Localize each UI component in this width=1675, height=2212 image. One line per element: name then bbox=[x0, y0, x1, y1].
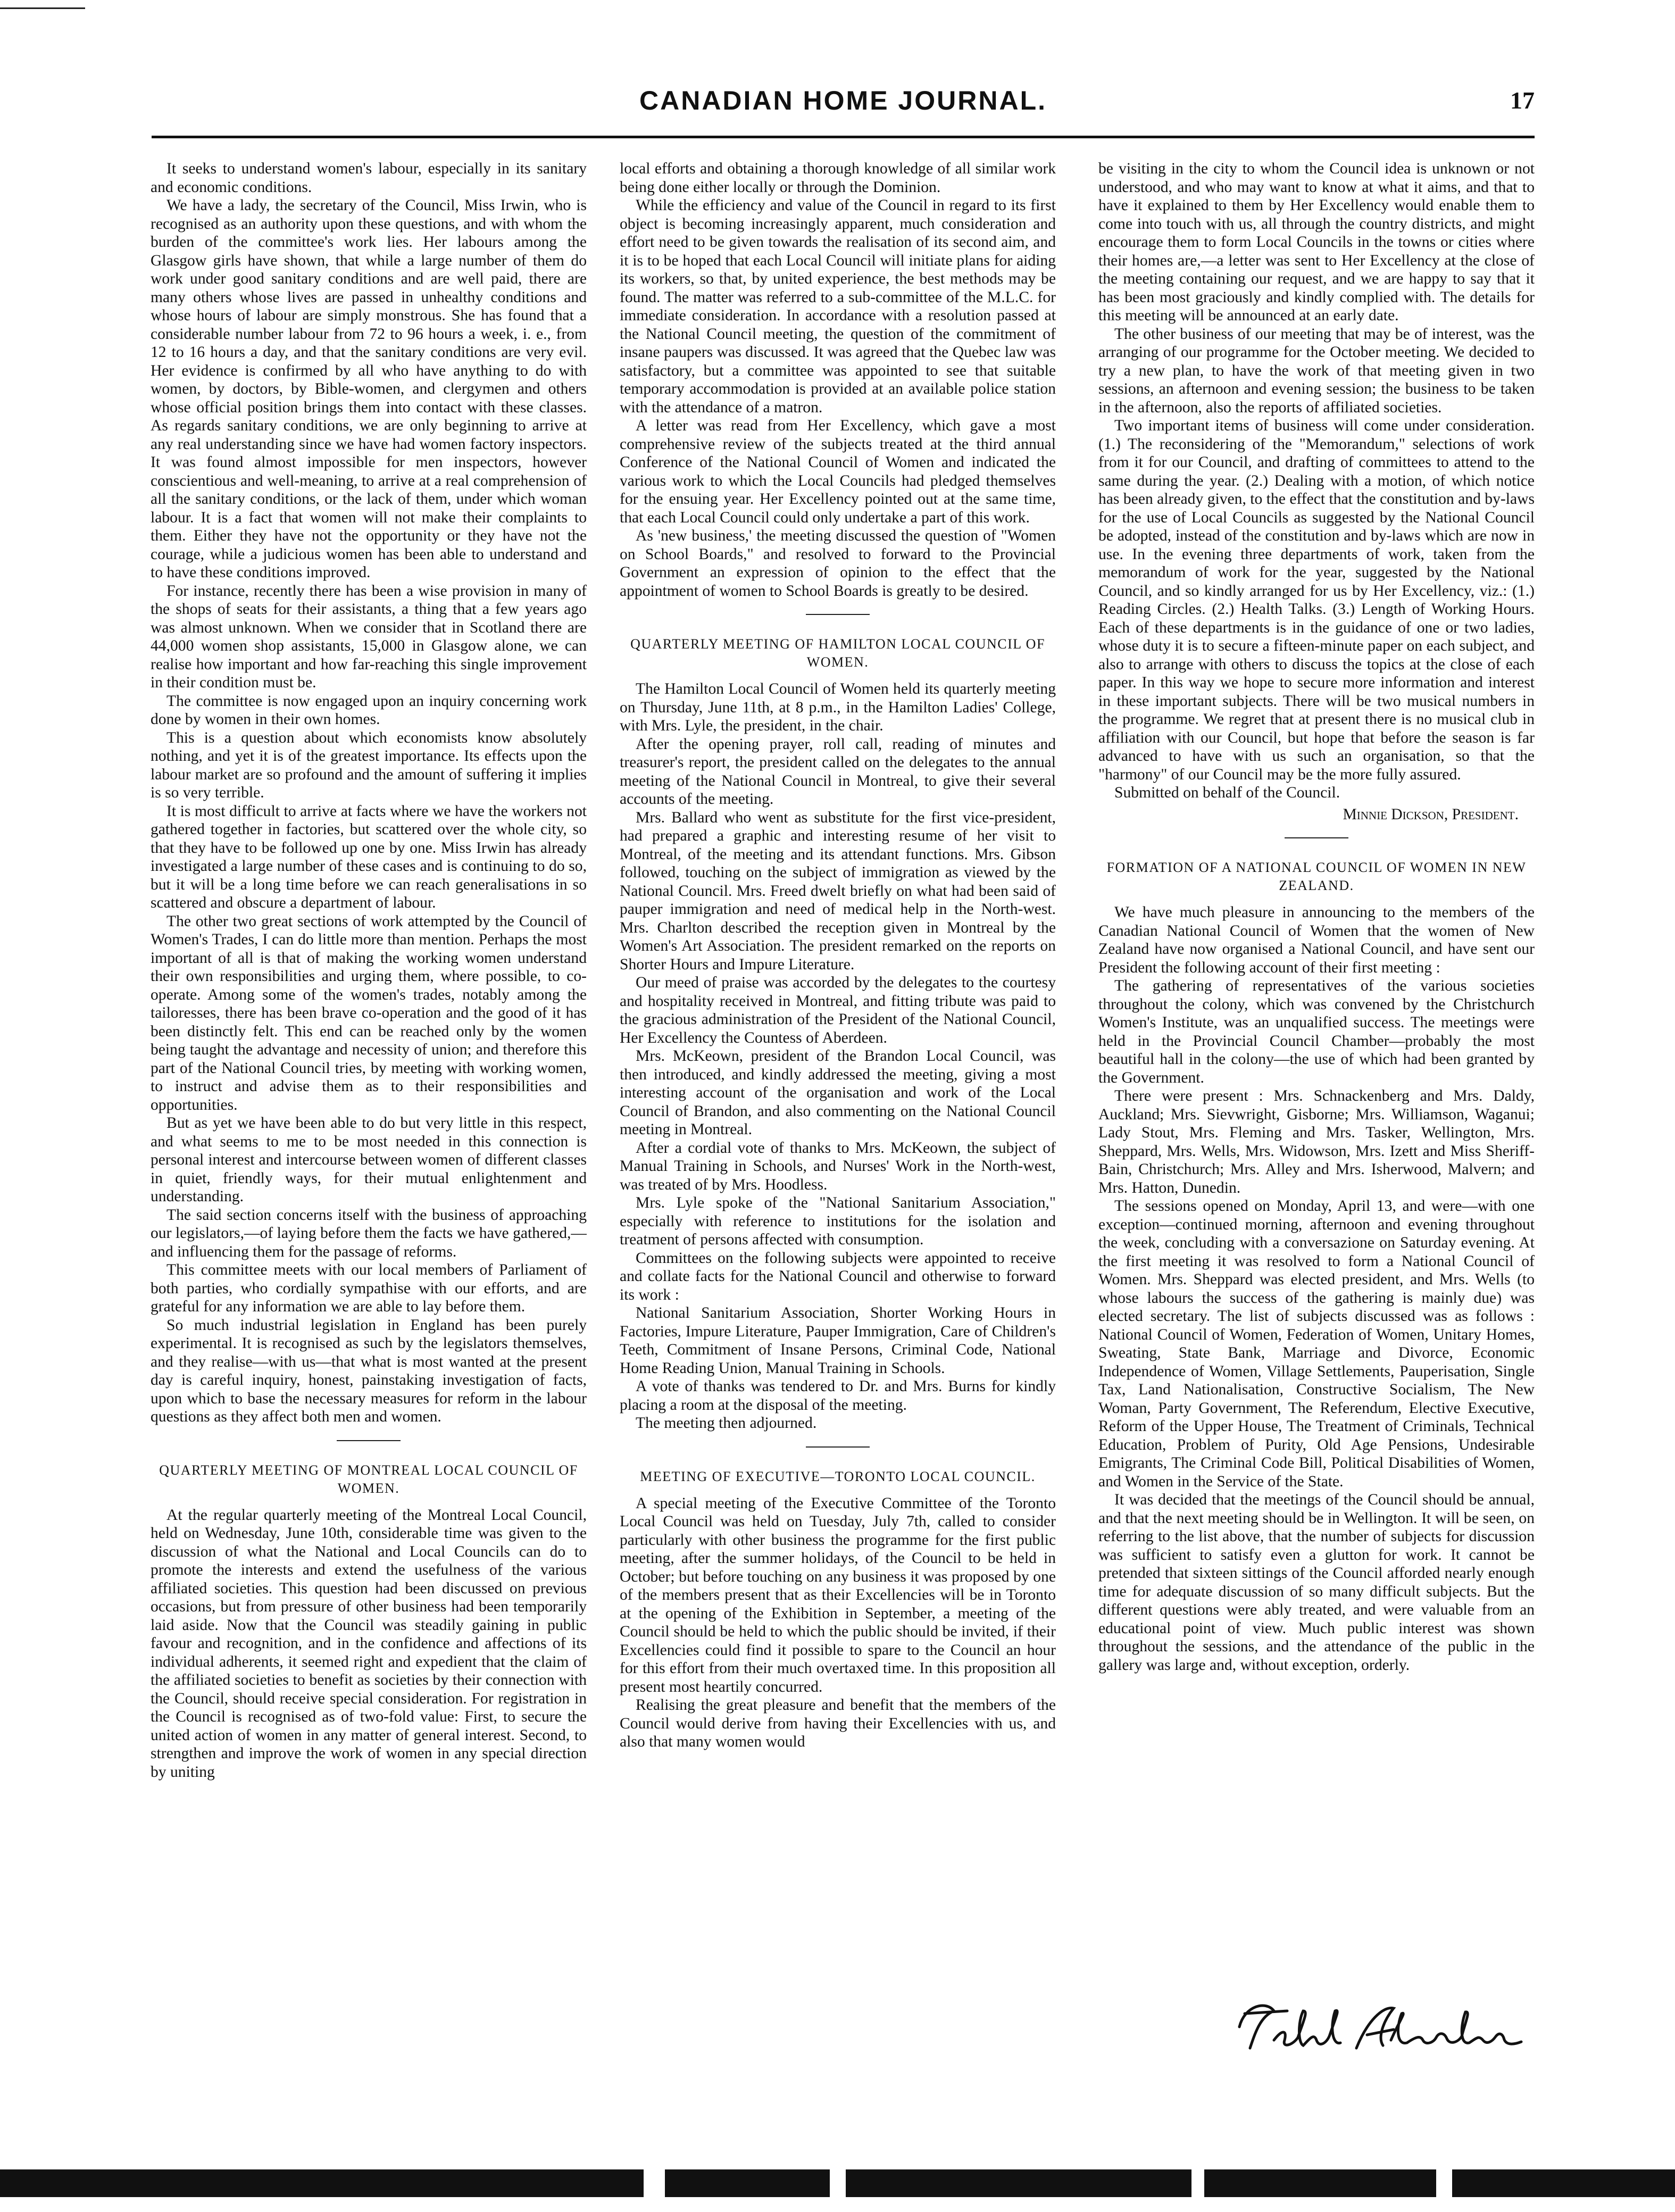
paragraph: Mrs. Lyle spoke of the "National Sanitarium Association," especially with reference to institutions for the isolation and treatment of persons affected with consumption. bbox=[620, 1194, 1056, 1248]
paragraph: After the opening prayer, roll call, reading of minutes and treasurer's report, the president called on the delegates to the annual meeting of the National Council in Montreal, to give their several accounts of the meeting. bbox=[620, 735, 1056, 808]
paragraph: There were present : Mrs. Schnackenberg and Mrs. Daldy, Auckland; Mrs. Sievwright, Gisborne; Mrs. Williamson, Waganui; Lady Stout, Mrs. Fleming and Mrs. Tasker, Wellington, Mrs. Sheppard, Mrs. Wells, Mrs. Widowson, Mrs. Izett and Miss Sheriff-Bain, Christchurch; Mrs. Alley and Mrs. Isherwood, Malvern; and Mrs. Hatton, Dunedin. bbox=[1098, 1087, 1535, 1196]
paragraph: The other business of our meeting that may be of interest, was the arranging of our programme for the October meeting. We decided to try a new plan, to have the work of that meeting given in two sessions, an afternoon and evening session; the business to be taken in the afternoon, also the reports of affiliated societies. bbox=[1098, 325, 1535, 416]
paragraph: Mrs. Ballard who went as substitute for the first vice-president, had prepared a graphic and interesting resume of her visit to Montreal, of the meeting and its attendant functions. Mrs. Gibson followed, touching on the subject of immigration as viewed by the National Council. Mrs. Freed dwelt briefly on what had been said of pauper immigration and need of medical help in the North-west. Mrs. Charlton described the reception given in Montreal by the Women's Art Association. The president remarked on the reports on Shorter Hours and Impure Literature. bbox=[620, 809, 1056, 973]
handwritten-signature bbox=[1223, 1990, 1532, 2064]
page-number: 17 bbox=[1510, 87, 1535, 114]
column-1-body bbox=[151, 160, 587, 1426]
column-2 bbox=[620, 160, 1056, 2091]
paragraph: Realising the great pleasure and benefit that the members of the Council would derive from having their Excellencies with us, and also that many women would bbox=[620, 1697, 1056, 1750]
paragraph: So much industrial legislation in England has been purely experimental. It is recognised as such by the legislators themselves, and they realise—with us—that what is most wanted at the present day is careful inquiry, honest, painstaking investigation of facts, upon which to base the necessary measures for reform in the labour questions as they affect both men and women. bbox=[151, 1316, 587, 1425]
signature-drawing bbox=[1223, 1990, 1532, 2064]
paragraph: This is a question about which economists know absolutely nothing, and yet it is of the greatest importance. Its effects upon the labour market are so profound and the amount of suffering it implies is so very terrible. bbox=[151, 729, 587, 801]
band-gap bbox=[1436, 2169, 1452, 2197]
paragraph: The committee is now engaged upon an inquiry concerning work done by women in their own homes. bbox=[151, 692, 587, 728]
paragraph: local efforts and obtaining a thorough knowledge of all similar work being done either locally or through the Dominion. bbox=[620, 160, 1056, 196]
band-gap bbox=[1191, 2169, 1204, 2197]
paragraph: The gathering of representatives of the various societies throughout the colony, which was convened by the Christchurch Women's Institute, was an unqualified success. The meetings were held in the Provincial Council Chamber—probably the most beautiful hall in the colony—the use of which had been granted by the Government. bbox=[1098, 977, 1535, 1086]
paragraph: It seeks to understand women's labour, especially in its sanitary and economic conditions. bbox=[151, 160, 587, 196]
paragraph: The sessions opened on Monday, April 13, and were—with one exception—continued morning, afternoon and evening throughout the week, concluding with a conversazione on Saturday evening. At the first meeting it was resolved to form a National Council of Women. Mrs. Sheppard was elected president, and Mrs. Wells (to whose labours the success of the gathering is mainly due) was elected secretary. The list of subjects discussed was as follows : National Council of Women, Federation of Women, Unitary Homes, Sweating, State Bank, Marriage and Divorce, Economic Independence of Women, Village Settlements, Pauperisation, Single Tax, Land Nationalisation, Constructive Socialism, The New Woman, Party Government, The Referendum, Elective Executive, Reform of the Upper House, The Treatment of Criminals, Technical Education, Problem of Purity, Old Age Pensions, Undesirable Emigrants, The Criminal Code Bill, Political Disabilities of Women, and Women in the Service of the State. bbox=[1098, 1198, 1535, 1490]
paragraph: While the efficiency and value of the Council in regard to its first object is becoming increasingly apparent, much consideration and effort need to be given towards the realisation of its second aim, and it is to be hoped that each Local Council will initiate plans for aiding its workers, so that, by united experience, the best methods may be found. The matter was referred to a sub-committee of the M.L.C. for immediate consideration. In accordance with a resolution passed at the National Council meeting, the question of the commitment of insane paupers was discussed. It was agreed that the Quebec law was satisfactory, but a committee was appointed to see that suitable temporary accommodation is provided at an available police station with the attendance of a matron. bbox=[620, 197, 1056, 416]
paragraph: The Hamilton Local Council of Women held its quarterly meeting on Thursday, June 11th, at 8 p.m., in the Hamilton Ladies' College, with Mrs. Lyle, the president, in the chair. bbox=[620, 680, 1056, 734]
section-heading-toronto: MEETING OF EXECUTIVE—TORONTO LOCAL COUNCIL. bbox=[640, 1468, 1036, 1484]
column-1 bbox=[151, 160, 587, 2091]
paragraph: Our meed of praise was accorded by the delegates to the courtesy and hospitality received in Montreal, and fitting tribute was paid to the gracious administration of the President of the National Council, Her Excellency the Countess of Aberdeen. bbox=[620, 974, 1056, 1046]
bottom-scan-band bbox=[0, 2169, 1675, 2197]
paragraph: Committees on the following subjects were appointed to receive and collate facts for the National Council and otherwise to forward its work : bbox=[620, 1249, 1056, 1303]
paragraph: We have much pleasure in announcing to the members of the Canadian National Council of Women that the women of New Zealand have now organised a National Council, and have sent our President the following account of their first meeting : bbox=[1098, 904, 1535, 976]
header-rule bbox=[152, 136, 1535, 138]
submitted-line: Submitted on behalf of the Council. bbox=[1114, 784, 1340, 801]
paragraph: Two important items of business will come under consideration. (1.) The reconsidering of the "Memorandum," selections of work from it for our Council, and drafting of committees to attend to the same during the year. (2.) Dealing with a motion, of which notice has been already given, to the effect that the constitution and by-laws for the use of Local Councils as suggested by the National Council be adopted, instead of the constitution and by-laws which are now in use. In the evening three departments of work, taken from the memorandum of work for the year, suggested by the National Council, and so kindly arranged for us by Her Excellency, viz.: (1.) Reading Circles. (2.) Health Talks. (3.) Length of Working Hours. Each of these departments is in the guidance of one or two ladies, whose duty it is to secure a fifteen-minute paper on each subject, and also to arrange with others to discuss the topics at the close of each paper. In this way we hope to secure more information and interest in these important subjects. There will be two musical numbers in the programme. We regret that at present there is no musical club in affiliation with our Council, but hope that before the season is far advanced to have with us such an organisation, so that the "harmony" of our Council may be the more fully assured. bbox=[1098, 417, 1535, 783]
section-separator bbox=[806, 1446, 870, 1448]
paragraph: The meeting then adjourned. bbox=[636, 1415, 817, 1432]
masthead: CANADIAN HOME JOURNAL. bbox=[639, 86, 1047, 115]
paragraph: The said section concerns itself with the business of approaching our legislators,—of laying before them the facts we have gathered,—and influencing them for the passage of reforms. bbox=[151, 1206, 587, 1260]
paragraph: The other two great sections of work attempted by the Council of Women's Trades, I can do little more than mention. Perhaps the most important of all is that of making the working women understand their own responsibilities and urging them, where possible, to co-operate. Among some of the women's trades, notably among the tailoresses, there has been brave co-operation and the good of it has been distinctly felt. This end can be reached only by the women being taught the advantage and necessity of union; and therefore this part of the National Council tries, by meeting with working women, to instruct and advise them as to their responsibilities and opportunities. bbox=[151, 912, 587, 1113]
section-heading-new-zealand: FORMATION OF A NATIONAL COUNCIL OF WOMEN IN NEW ZEALAND. bbox=[1106, 860, 1527, 893]
paragraph: At the regular quarterly meeting of the Montreal Local Council, held on Wednesday, June 10th, considerable time was given to the discussion of what the National and Local Councils can do to promote the interests and extend the usefulness of the various affiliated societies. This question had been discussed on previous occasions, but from pressure of other business had been temporarily laid aside. Now that the Council was steadily gaining in public favour and recognition, and in the confidence and affections of its individual adherents, it seemed right and expedient that the claim of the affiliated societies to benefit as societies by their connection with the Council, should receive special consideration. For registration in the Council is recognised as of two-fold value: First, to secure the united action of women in any matter of general interest. Second, to strengthen and improve the work of women in any special direction by uniting bbox=[151, 1506, 587, 1781]
top-edge-rule bbox=[0, 0, 85, 9]
band-gap bbox=[830, 2169, 846, 2197]
paragraph: National Sanitarium Association, Shorter Working Hours in Factories, Impure Literature, Pauper Immigration, Care of Children's Teeth, Commitment of Insane Persons, Criminal Code, National Home Reading Union, Manual Training in Schools. bbox=[620, 1304, 1056, 1377]
paragraph: This committee meets with our local members of Parliament of both parties, who cordially sympathise with our efforts, and are grateful for any information we are able to lay before them. bbox=[151, 1261, 587, 1315]
paragraph: But as yet we have been able to do but very little in this respect, and what seems to me to be most needed in this connection is personal interest and intercourse between women of different classes in quiet, friendly ways, for their mutual enlightenment and understanding. bbox=[151, 1115, 587, 1205]
paragraph: As 'new business,' the meeting discussed the question of "Women on School Boards," and resolved to forward to the Provincial Government an expression of opinion to the effect that the appointment of women to School Boards is greatly to be desired. bbox=[620, 527, 1056, 600]
section-heading-hamilton: QUARTERLY MEETING OF HAMILTON LOCAL COUNCIL OF WOMEN. bbox=[630, 636, 1045, 670]
page-header bbox=[152, 80, 1535, 128]
paragraph: After a cordial vote of thanks to Mrs. McKeown, the subject of Manual Training in Schools, and Nurses' Work in the North-west, was treated of by Mrs. Hoodless. bbox=[620, 1139, 1056, 1193]
paragraph: It is most difficult to arrive at facts where we have the workers not gathered together in factories, but scattered over the whole city, so that they have to be followed up one by one. Miss Irwin has already investigated a large number of these cases and is continuing to do so, but it will be a long time before we can reach generalisations in so scattered and obscure a department of labour. bbox=[151, 802, 587, 911]
paragraph: A special meeting of the Executive Committee of the Toronto Local Council was held on Tuesday, July 7th, called to consider particularly with other business the programme for the first public meeting, after the summer holidays, of the Council to be held in October; but before touching on any business it was proposed by one of the members present that as their Excellencies will be in Toronto at the opening of the Exhibition in September, a meeting of the Council should be held to which the public should be invited, if their Excellencies could find it possible to spare to the Council an hour for this effort from their much overtaxed time. In this proposition all present most heartily concurred. bbox=[620, 1494, 1056, 1695]
paragraph: A vote of thanks was tendered to Dr. and Mrs. Burns for kindly placing a room at the disposal of the meeting. bbox=[620, 1378, 1056, 1413]
paragraph: be visiting in the city to whom the Council idea is unknown or not understood, and who may want to know at what it aims, and that to have it explained to them by Her Excellency would enable them to come into touch with us, all through the country districts, and might encourage them to form Local Councils in the towns or cities where their homes are,—a letter was sent to Her Excellency at the close of the meeting containing our request, and we are happy to say that it has been most graciously and kindly complied with. The details for this meeting will be announced at an early date. bbox=[1098, 160, 1535, 324]
paragraph: For instance, recently there has been a wise provision in many of the shops of seats for their assistants, a thing that a few years ago was almost unknown. When we consider that in Scotland there are 44,000 women shop assistants, 15,000 in Glasgow alone, we can realise how important and how far-reaching this single improvement in their condition must be. bbox=[151, 582, 587, 691]
paragraph: We have a lady, the secretary of the Council, Miss Irwin, who is recognised as an authority upon these questions, and with whom the burden of the committee's work lies. Her labours among the Glasgow girls have shown, that while a large number of them do work under good sanitary conditions and are well paid, there are many others whose lives are passed in unhealthy conditions and whose hours of labour are simply monstrous. She has found that a considerable number labour from 72 to 96 hours a week, i. e., from 12 to 16 hours a day, and that the sanitary conditions are very evil. Her evidence is confirmed by all who have anything to do with women, by doctors, by Bible-women, and clergymen and others whose official position brings them into contact with these classes. As regards sanitary conditions, we are only beginning to arrive at any real understanding since we have had women factory inspectors. It was found almost impossible for men inspectors, however conscientious and well-meaning, to arrive at a real comprehension of all the sanitary conditions, or the lack of them, under which woman labour. It is a fact that women will not make their complaints to them. Either they have not the opportunity or they have not the courage, while a judicious women has been able to understand and to have these conditions improved. bbox=[151, 197, 587, 581]
paragraph: It was decided that the meetings of the Council should be annual, and that the next meeting should be in Wellington. It will be seen, on referring to the list above, that the number of subjects for discussion was sufficient to satisfy even a glutton for work. It cannot be pretended that sixteen sittings of the Council afforded nearly enough time for adequate discussion of so many difficult subjects. But the different questions were ably treated, and were valuable from an educational point of view. Much public interest was shown throughout the sessions, and the attendance of the public in the gallery was large and, without exception, orderly. bbox=[1098, 1491, 1535, 1674]
section-separator bbox=[806, 614, 870, 615]
section-separator bbox=[337, 1440, 401, 1441]
band-gap bbox=[644, 2169, 665, 2197]
signed-president: Minnie Dickson, President. bbox=[1343, 805, 1519, 823]
section-separator bbox=[1285, 837, 1348, 838]
paragraph: A letter was read from Her Excellency, which gave a most comprehensive review of the subjects treated at the third annual Conference of the National Council of Women and indicated the various work to which the Local Councils had pledged themselves for the ensuing year. Her Excellency pointed out at the same time, that each Local Council could only undertake a part of this work. bbox=[620, 417, 1056, 526]
column-3 bbox=[1098, 160, 1535, 2091]
section-heading-montreal: QUARTERLY MEETING OF MONTREAL LOCAL COUNCIL OF WOMEN. bbox=[159, 1462, 578, 1496]
paragraph: Mrs. McKeown, president of the Brandon Local Council, was then introduced, and kindly addressed the meeting, giving a most interesting account of the organisation and work of the Local Council of Brandon, and also commenting on the National Council meeting in Montreal. bbox=[620, 1047, 1056, 1138]
